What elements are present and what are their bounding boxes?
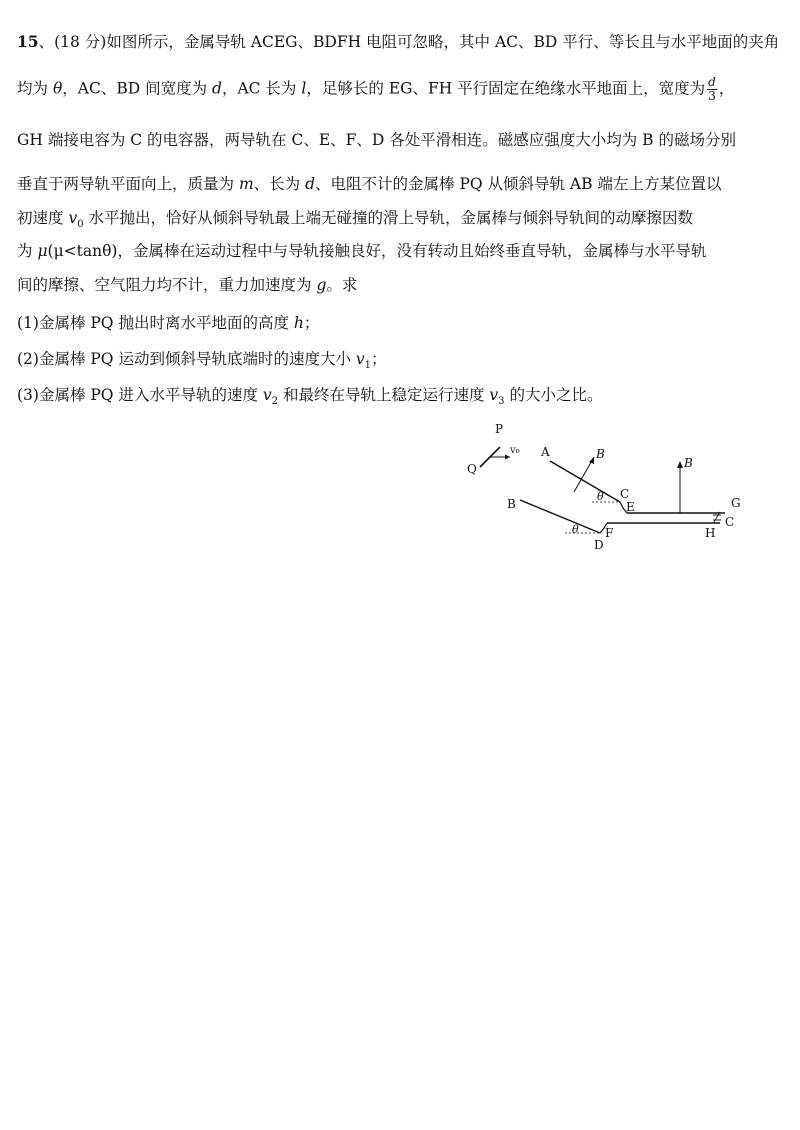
rail-diagram-svg [455, 422, 755, 565]
label-h: H [705, 526, 716, 540]
label-f: F [605, 526, 614, 540]
question-number: 15 [17, 32, 39, 51]
line-4: 垂直于两导轨平面向上，质量为 m、长为 d、电阻不计的金属棒 PQ 从倾斜导轨 AB 端左上方某位置以 [17, 175, 722, 193]
line-6: 为 μ(μ<tanθ)，金属棒在运动过程中与导轨接触良好，没有转动且始终垂直导轨，金属棒与水平导轨 [17, 242, 707, 260]
line-2: 均为 θ，AC、BD 间宽度为 d，AC 长为 l，足够长的 EG、FH 平行固定在绝缘水平地面上，宽度为 $\frac{d}{3}$ ， [17, 75, 735, 103]
label-field-b1: B [596, 447, 605, 461]
label-p: P [495, 422, 504, 436]
label-e: E [626, 500, 635, 514]
label-capacitor-c: C [725, 515, 735, 529]
label-b-point: B [507, 497, 516, 511]
label-c1: C [620, 487, 630, 501]
rail-ac [550, 461, 620, 502]
line-7: 间的摩擦、空气阻力均不计，重力加速度为 g。求 [17, 276, 358, 294]
rail-diagram [455, 422, 755, 565]
line-3: GH 端接电容为 C 的电容器，两导轨在 C、E、F、D 各处平滑相连。磁感应强度大小均为 B 的磁场分别 [17, 131, 736, 149]
label-theta2: θ [572, 523, 579, 536]
question-2: (2)金属棒 PQ 运动到倾斜导轨底端时的速度大小 $v_1$； [17, 350, 387, 372]
label-a: A [541, 445, 550, 459]
label-q: Q [467, 462, 477, 476]
rail-bd [520, 500, 600, 533]
label-g: G [731, 496, 741, 510]
line-1: 15、(18 分)如图所示，金属导轨 ACEG、BDFH 电阻可忽略，其中 AC、BD 平行、等长且与水平地面的夹角 [17, 32, 780, 51]
label-v0: v₀ [510, 445, 520, 456]
fraction-d-over-3: $\frac{d}{3}$ [708, 75, 716, 103]
line-5: 初速度 $v_0$ 水平抛出，恰好从倾斜导轨最上端无碰撞的滑上导轨，金属棒与倾斜导轨间的动摩擦因数 [17, 209, 694, 231]
field-arrowhead-incline [589, 457, 594, 464]
label-d: D [594, 538, 604, 552]
field-arrowhead-horizontal [677, 461, 683, 468]
label-theta1: θ [597, 490, 604, 503]
label-field-b2: B [684, 456, 693, 470]
question-3: (3)金属棒 PQ 进入水平导轨的速度 $v_2$ 和最终在导轨上稳定运行速度 $v_3$ 的大小之比。 [17, 386, 603, 408]
question-1: (1)金属棒 PQ 抛出时离水平地面的高度 h； [17, 314, 320, 332]
